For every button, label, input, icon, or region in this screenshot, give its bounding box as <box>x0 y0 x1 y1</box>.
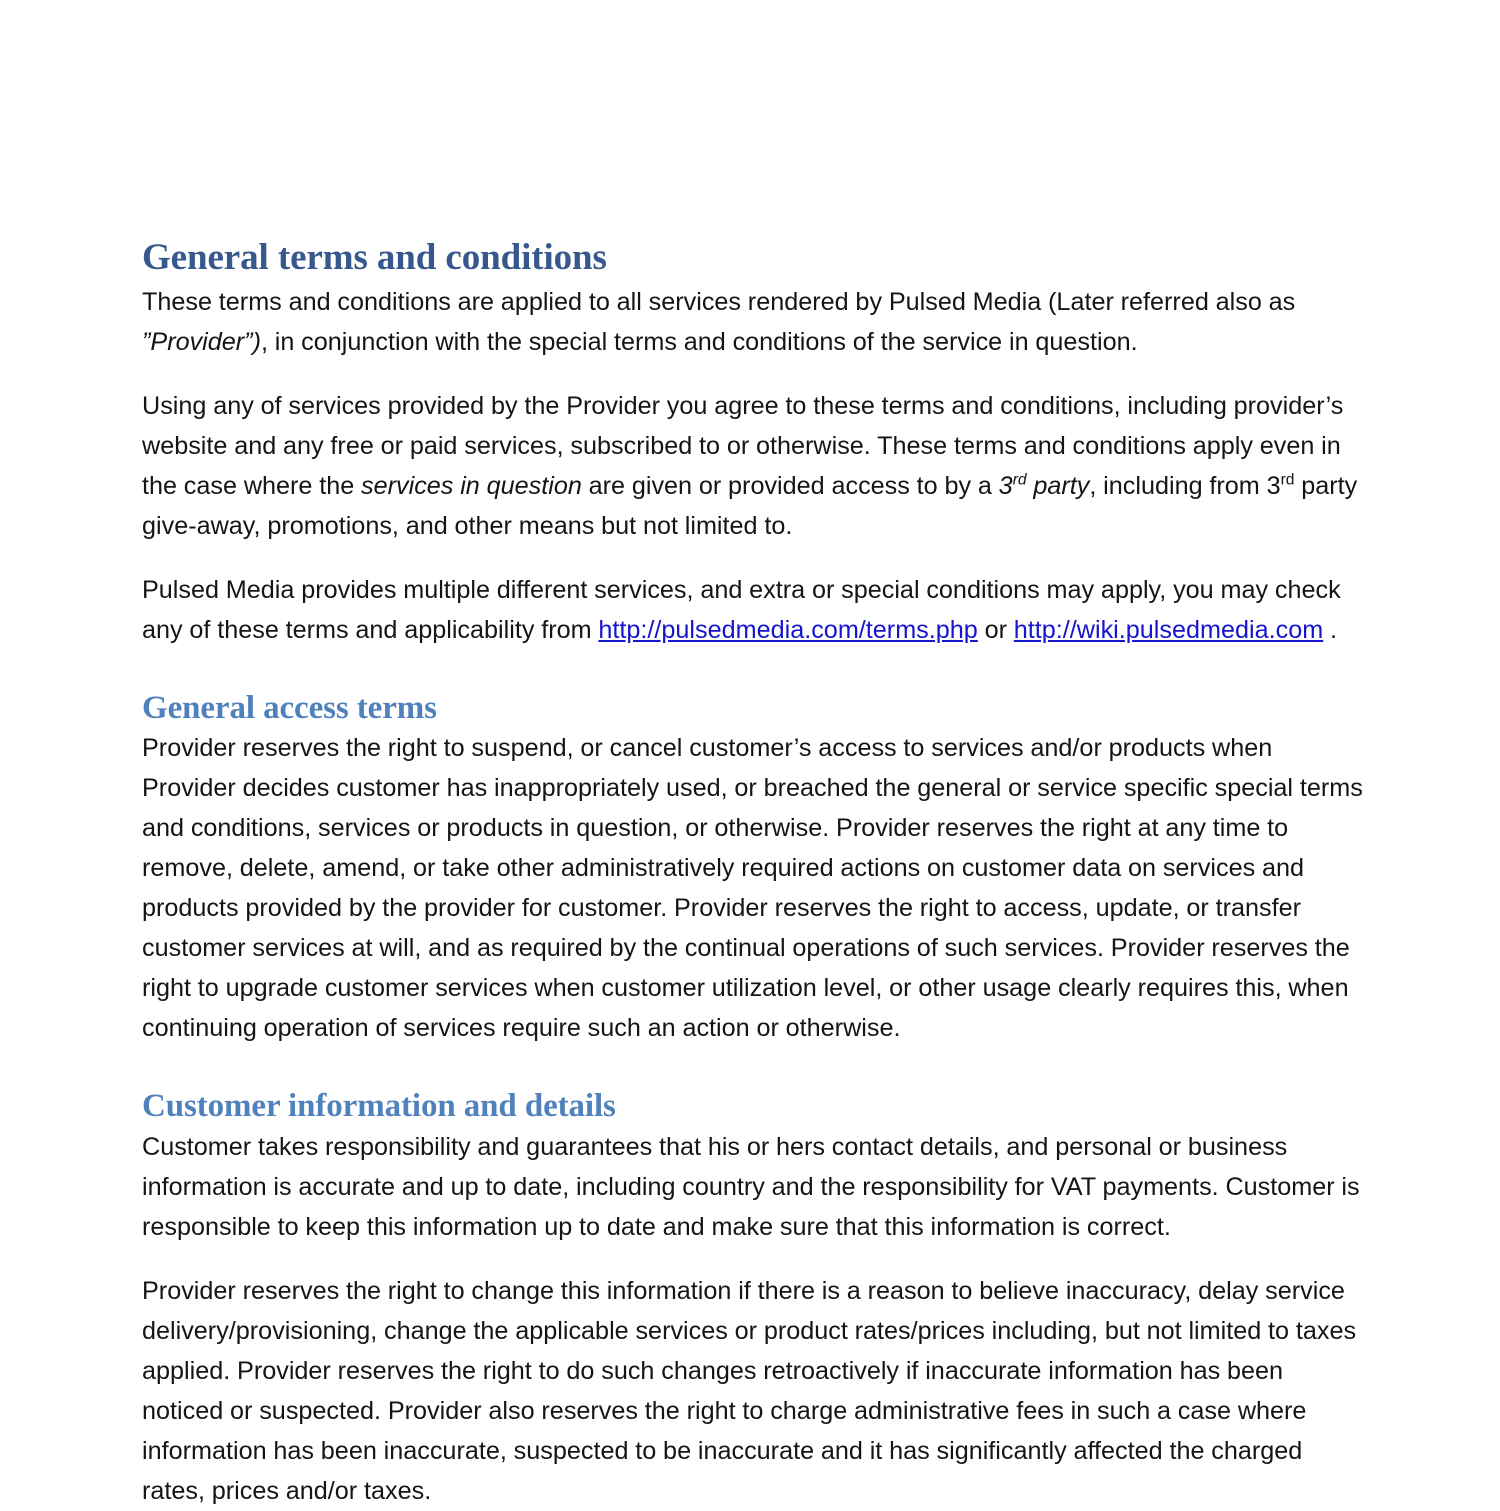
text-run-italic: 3 <box>998 471 1013 500</box>
text-run: Customer takes responsibility and guarantees that his or hers contact details, and personal or business information is accurate and up to date, including country and the responsibility for VAT payments. Customer is responsible to keep this information up to date and make sure that this information is correct. <box>142 1132 1360 1241</box>
text-run: are given or provided access to by a <box>581 471 999 500</box>
link-wiki-page[interactable]: http://wiki.pulsedmedia.com <box>1013 615 1324 644</box>
text-run: Using any of services provided by the Provider you agree to these terms and conditions, including provider’s website and any free or paid services, subscribed to or otherwise. These terms and conditions apply even in the case where the <box>142 391 1344 500</box>
text-run: , including from 3 <box>1089 471 1281 500</box>
page-title: General terms and conditions <box>142 237 607 278</box>
ordinal-suffix: rd <box>1280 471 1295 489</box>
paragraph-customer-responsibility <box>142 1127 1364 1247</box>
paragraph-intro <box>142 282 1364 362</box>
section-heading-general-access-terms: General access terms <box>142 689 437 726</box>
text-run: Provider reserves the right to change this information if there is a reason to believe inaccuracy, delay service delivery/provisioning, change the applicable services or product rates/prices including, but not limited to taxes applied. Provider reserves the right to do such changes retroactively if inaccurate information has been noticed or suspected. Provider also reserves the right to charge administrative fees in such a case where information has been inaccurate, suspected to be inaccurate and it has significantly affected the charged rates, prices and/or taxes. <box>142 1276 1357 1505</box>
text-run: , in conjunction with the special terms and conditions of the service in question. <box>260 327 1138 356</box>
text-run-italic: party <box>1026 471 1090 500</box>
section-heading-customer-information-and-details: Customer information and details <box>142 1088 616 1125</box>
document-body <box>142 238 1364 1511</box>
text-run: party give-away, promotions, and other means but not limited to. <box>142 471 1358 540</box>
paragraph-access-terms <box>142 728 1364 1048</box>
text-run: or <box>977 615 1014 644</box>
link-terms-page[interactable]: http://pulsedmedia.com/terms.php <box>598 615 978 644</box>
text-run-italic: services in question <box>361 471 582 500</box>
text-run: Pulsed Media provides multiple different services, and extra or special conditions may apply, you may check any of these terms and applicability from <box>142 575 1341 644</box>
ordinal-suffix: rd <box>1012 471 1027 489</box>
text-run-italic: ”Provider”) <box>142 327 261 356</box>
text-run: These terms and conditions are applied to all services rendered by Pulsed Media (Later referred also as <box>142 287 1296 316</box>
paragraph-information-changes <box>142 1271 1364 1511</box>
paragraph-special-conditions <box>142 570 1364 650</box>
paragraph-usage-agreement <box>142 386 1364 546</box>
text-run: . <box>1323 615 1337 644</box>
text-run: Provider reserves the right to suspend, or cancel customer’s access to services and/or products when Provider decides customer has inappropriately used, or breached the general or service specific special terms and conditions, services or products in question, or otherwise. Provider reserves the right at any time to remove, delete, amend, or take other administratively required actions on customer data on services and products provided by the provider for customer. Provider reserves the right to access, update, or transfer customer services at will, and as required by the continual operations of such services. Provider reserves the right to upgrade customer services when customer utilization level, or other usage clearly requires this, when continuing operation of services require such an action or otherwise. <box>142 734 1363 1043</box>
